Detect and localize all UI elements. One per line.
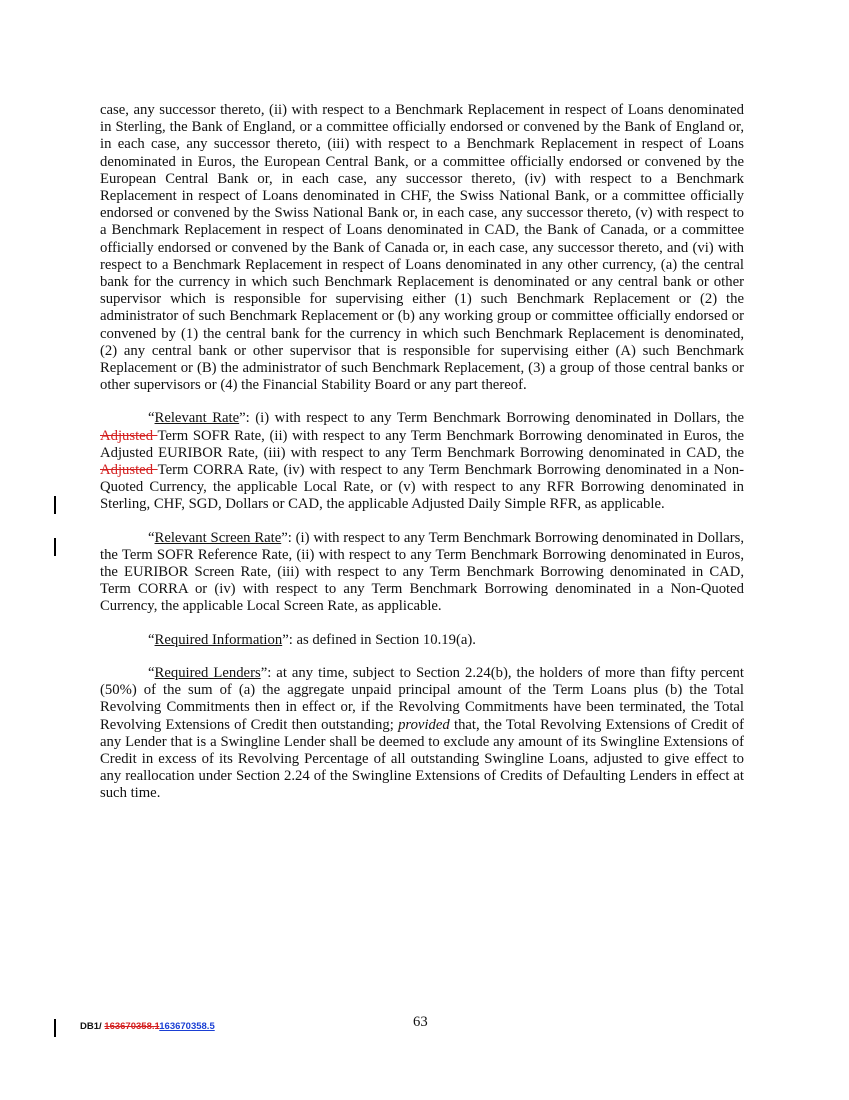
doc-prefix: DB1/	[80, 1021, 105, 1032]
defined-term: Required Lenders	[154, 664, 261, 681]
definition-relevant-screen-rate	[100, 530, 744, 616]
definition-text: ”: (i) with respect to any Term Benchmark Borrowing denominated in Dollars, the Term SOFR Reference Rate, (ii) with respect to any Term Benchmark Borrowing denominated in Euros, the EURIBOR Screen Rate, (iii) with respect to any Term Benchmark Borrowing denominated in CAD, Term CORRA or (iv) with respect to any Term Benchmark Borrowing denominated in a Non-Quoted Currency, the applicable Local Screen Rate, as applicable.	[100, 529, 744, 615]
document-id	[80, 1021, 215, 1032]
deleted-text: Adjusted	[100, 462, 158, 479]
document-body	[100, 102, 744, 803]
defined-term: Relevant Screen Rate	[154, 529, 282, 546]
open-quote: “	[148, 664, 155, 681]
footer-change-bar	[54, 1019, 56, 1037]
open-quote: “	[148, 410, 155, 427]
doc-id-deleted: 163670358.1	[104, 1021, 160, 1032]
defined-term: Required Information	[154, 631, 283, 648]
definition-required-information	[100, 632, 744, 649]
deleted-text: Adjusted	[100, 427, 158, 444]
definition-text: ”: as defined in Section 10.19(a).	[282, 631, 476, 648]
doc-id-inserted: 163670358.5	[159, 1021, 215, 1032]
definition-text: ”: at any time, subject to Section 2.24(b), the holders of more than fifty percent (50%) of the sum of (a) the aggregate unpaid principal amount of the Term Loans plus (b) the Total Revolving Commitments then in effect or, if the Revolving Commitments have been terminated, the Total Revolving Extensions of Credit then outstanding;	[100, 664, 744, 733]
change-bar-2	[54, 538, 56, 556]
open-quote: “	[148, 631, 155, 648]
definition-text: ”: (i) with respect to any Term Benchmark Borrowing denominated in Dollars, the	[239, 410, 744, 427]
definition-text: that, the Total Revolving Extensions of Credit of any Lender that is a Swingline Lender shall be deemed to exclude any amount of its Swingline Extensions of Credit in excess of its Revolving Percentage of all outstanding Swingline Loans, adjusted to give effect to any reallocation under Section 2.24 of the Swingline Extensions of Credits of Defaulting Lenders in effect at such time.	[100, 716, 744, 802]
definition-text: Term CORRA Rate, (iv) with respect to any Term Benchmark Borrowing denominated in a Non-Quoted Currency, the applicable Local Rate, or (v) with respect to any RFR Borrowing denominated in Sterling, CHF, SGD, Dollars or CAD, the applicable Adjusted Daily Simple RFR, as applicable.	[100, 462, 744, 513]
page-number: 63	[413, 1014, 428, 1030]
definition-text: Term SOFR Rate, (ii) with respect to any Term Benchmark Borrowing denominated in Euros, the Adjusted EURIBOR Rate, (iii) with respect to any Term Benchmark Borrowing denominated in CAD, the	[100, 427, 745, 461]
change-bar-1	[54, 496, 56, 514]
defined-term: Relevant Rate	[154, 410, 240, 427]
open-quote: “	[148, 529, 155, 546]
paragraph-continuation: case, any successor thereto, (ii) with respect to a Benchmark Replacement in respect of Loans denominated in Sterling, the Bank of England, or a committee officially endorsed or convened by the Bank of England or, in each case, any successor thereto, (iii) with respect to a Benchmark Replacement in respect of Loans denominated in Euros, the European Central Bank, or a committee officially endorsed or convened by the European Central Bank or, in each case, any successor thereto, (iv) with respect to a Benchmark Replacement in respect of Loans denominated in CHF, the Swiss National Bank, or a committee officially endorsed or convened by the Swiss National Bank or, in each case, any successor thereto, (v) with respect to a Benchmark Replacement in respect of Loans denominated in CAD, the Bank of Canada, or a committee officially endorsed or convened by the Bank of Canada or, in each case, any successor thereto, and (vi) with respect to a Benchmark Replacement in respect of Loans denominated in any other currency, (a) the central bank for the currency in which such Benchmark Replacement is denominated or any central bank or other supervisor which is responsible for supervising either (1) such Benchmark Replacement or (2) the administrator of such Benchmark Replacement or (b) any working group or committee officially endorsed or convened by (1) the central bank for the currency in which such Benchmark Replacement is denominated, (2) any central bank or other supervisor that is responsible for supervising either (A) such Benchmark Replacement or (B) the administrator of such Benchmark Replacement, (3) a group of those central banks or other supervisors or (4) the Financial Stability Board or any part thereof.	[100, 102, 744, 394]
definition-relevant-rate	[100, 410, 744, 513]
definition-required-lenders	[100, 665, 744, 803]
italic-text: provided	[398, 716, 450, 733]
